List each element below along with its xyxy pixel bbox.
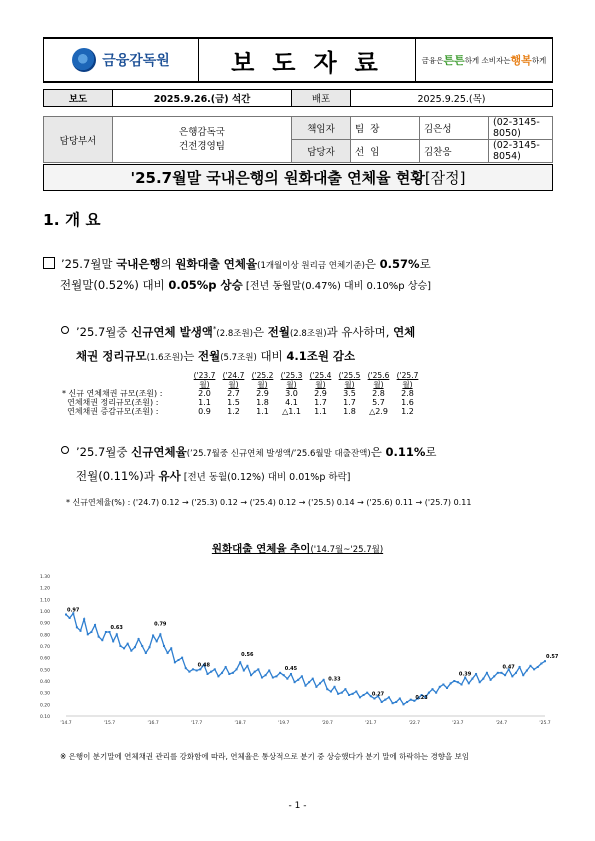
data-point <box>450 682 452 684</box>
mini-cell: △2.9 <box>369 407 388 416</box>
data-point <box>119 645 121 647</box>
text: 0.57% <box>379 257 420 271</box>
circle-bullet-icon <box>61 446 69 454</box>
data-point <box>432 688 434 690</box>
mini-cell: 2.9 <box>314 389 327 398</box>
data-label: 0.56 <box>241 651 254 658</box>
mini-cell: 5.7 <box>372 398 385 407</box>
data-point <box>152 635 154 637</box>
person-name: 김은성 <box>420 117 489 140</box>
text: 신규연체 발생액 <box>131 324 213 339</box>
data-point <box>141 645 143 647</box>
text: 대비 <box>256 348 287 363</box>
data-point <box>395 701 397 703</box>
data-point <box>471 678 473 680</box>
data-point <box>279 672 281 674</box>
mini-row-label: * 신규 연체채권 규모(조원) : <box>62 389 163 398</box>
data-point <box>526 670 528 672</box>
paragraph-2 <box>61 318 556 369</box>
data-point <box>138 638 140 640</box>
text: [전년 동월말(0.47%) 대비 0.10%p 상승] <box>242 281 432 292</box>
data-point <box>457 681 459 683</box>
data-point <box>540 663 542 665</box>
data-point <box>98 636 100 638</box>
data-point <box>261 677 263 679</box>
data-point <box>326 688 328 690</box>
data-point <box>105 631 107 633</box>
data-point <box>301 675 303 677</box>
data-point <box>275 675 277 677</box>
data-label: 0.45 <box>284 665 298 672</box>
x-tick-label: '15.7 <box>103 721 116 726</box>
data-point <box>90 631 92 633</box>
phone: (02-3145-8054) <box>489 140 553 163</box>
data-point <box>305 685 307 687</box>
chart-title <box>0 541 595 556</box>
mini-table-row <box>62 407 422 416</box>
data-label: 0.23 <box>415 695 428 701</box>
data-point <box>497 672 499 674</box>
text: 로 <box>425 445 437 459</box>
data-point <box>461 684 463 686</box>
fss-logo-icon <box>72 48 96 72</box>
data-point <box>217 675 219 677</box>
slogan-green: 튼튼 <box>443 54 465 67</box>
y-tick-label: 0.30 <box>40 691 51 697</box>
mini-cell: 1.1 <box>256 407 269 416</box>
data-point <box>435 692 437 694</box>
data-point <box>257 668 259 670</box>
data-point <box>504 674 506 676</box>
delinquency-amount-table <box>62 371 422 416</box>
text: 신규연체율 <box>131 445 187 459</box>
data-point <box>109 631 111 633</box>
slogan-part: 하게 <box>531 55 547 65</box>
text: 은 <box>253 324 268 339</box>
data-point <box>156 640 158 642</box>
data-point <box>101 639 103 641</box>
text: (1.6조원) <box>146 352 184 363</box>
paragraph-1 <box>43 255 558 296</box>
slogan-part: 금융은 <box>421 55 444 65</box>
text: 0.05%p 상승 <box>168 278 243 292</box>
data-point <box>239 661 241 663</box>
mini-cell: 1.1 <box>198 398 211 407</box>
mini-cell: 1.6 <box>401 398 414 407</box>
text: 는 <box>183 348 199 363</box>
data-point <box>167 652 169 654</box>
mini-col-header: ('24.7월) <box>222 371 245 389</box>
data-point <box>130 650 132 652</box>
text: 전월 <box>267 324 290 339</box>
text: (2.8조원) <box>216 328 253 339</box>
text: 4.1조원 감소 <box>286 348 356 363</box>
data-point <box>236 668 238 670</box>
data-point <box>486 672 488 674</box>
mini-table-corner <box>62 371 190 389</box>
data-point <box>334 686 336 688</box>
y-tick-label: 0.10 <box>40 715 51 720</box>
press-header <box>43 37 553 83</box>
data-point <box>442 684 444 686</box>
mini-row-label: 연체채권 정리규모(조원) : <box>62 398 159 407</box>
data-point <box>199 668 201 670</box>
data-point <box>522 674 524 676</box>
data-point <box>76 626 78 628</box>
y-tick-label: 0.80 <box>40 633 51 639</box>
release-info-table <box>43 89 553 107</box>
data-point <box>533 668 535 670</box>
mini-cell: 1.1 <box>314 407 327 416</box>
mini-col-header: ('25.4월) <box>309 371 332 389</box>
data-point <box>196 670 198 672</box>
mini-col-header: ('23.7월) <box>193 371 216 389</box>
data-point <box>112 640 114 642</box>
data-point <box>94 624 96 626</box>
mini-col-header: ('25.6월) <box>367 371 390 389</box>
dept-name: 건전경영팀 <box>179 140 225 152</box>
data-point <box>359 696 361 698</box>
x-tick-label: '22.7 <box>408 721 420 726</box>
data-point <box>348 694 350 696</box>
data-point <box>297 679 299 681</box>
document-title <box>43 164 553 191</box>
mini-cell: 2.0 <box>198 389 211 398</box>
mini-cell: 2.8 <box>372 389 385 398</box>
data-point <box>225 666 227 668</box>
data-point <box>482 678 484 680</box>
mini-table-row <box>62 398 422 407</box>
text: 전월 <box>198 348 221 363</box>
mini-cell: 1.5 <box>227 398 240 407</box>
data-point <box>265 674 267 676</box>
data-point <box>159 633 161 635</box>
text: 0.11% <box>385 445 426 459</box>
text: 채권 정리규모 <box>76 348 147 363</box>
text: (2.8조원) <box>289 328 327 339</box>
data-point <box>341 692 343 694</box>
doc-type: 보도자료 <box>198 39 416 81</box>
data-point <box>366 692 368 694</box>
data-point <box>475 673 477 675</box>
data-point <box>308 681 310 683</box>
data-point <box>373 698 375 700</box>
mini-cell: 1.2 <box>227 407 240 416</box>
data-point <box>170 647 172 649</box>
data-point <box>214 668 216 670</box>
data-point <box>286 678 288 680</box>
data-point <box>388 696 390 698</box>
chart-title-sub: ('14.7월~'25.7월) <box>310 545 384 555</box>
data-point <box>446 687 448 689</box>
data-point <box>250 674 252 676</box>
role-label: 책임자 <box>292 117 351 140</box>
mini-col-header: ('25.3월) <box>280 371 303 389</box>
paragraph-3 <box>61 441 556 489</box>
data-point <box>228 673 230 675</box>
mini-cell: 3.0 <box>285 389 298 398</box>
data-point <box>493 675 495 677</box>
data-point <box>439 686 441 688</box>
data-point <box>87 633 89 635</box>
data-point <box>192 668 194 670</box>
text: ’25.7월말 <box>61 257 117 271</box>
data-point <box>406 701 408 703</box>
data-point <box>69 617 71 619</box>
text: 과 유사하며, <box>326 324 394 339</box>
text: ’25.7월중 <box>76 445 132 459</box>
mini-cell: 4.1 <box>285 398 298 407</box>
data-point <box>145 652 147 654</box>
series-line <box>66 613 545 704</box>
label-report: 보도 <box>44 90 113 107</box>
text: 연체 <box>393 324 416 339</box>
mini-cell: 1.8 <box>343 407 356 416</box>
text: ’25.7월중 <box>76 324 132 339</box>
x-tick-label: '17.7 <box>191 721 203 726</box>
y-tick-label: 0.20 <box>40 703 51 709</box>
data-point <box>319 682 321 684</box>
mini-cell: △1.1 <box>282 407 301 416</box>
data-label: 0.63 <box>110 625 123 631</box>
chart-title-main: 원화대출 연체율 추이 <box>211 543 311 555</box>
data-point <box>185 667 187 669</box>
delinquency-rate-chart <box>40 568 559 730</box>
data-point <box>221 672 223 674</box>
title-tag: [잠정] <box>424 169 466 187</box>
position: 팀 장 <box>351 117 420 140</box>
mini-col-header: ('25.7월) <box>396 371 419 389</box>
mini-row-label: 연체채권 증감규모(조원) : <box>62 407 159 416</box>
mini-cell: 2.8 <box>401 389 414 398</box>
data-point <box>323 679 325 681</box>
data-point <box>268 670 270 672</box>
x-tick-label: '20.7 <box>321 721 333 726</box>
data-point <box>479 681 481 683</box>
data-point <box>428 692 430 694</box>
data-point <box>246 665 248 667</box>
data-point <box>355 691 357 693</box>
data-point <box>337 693 339 695</box>
data-point <box>181 657 183 659</box>
data-point <box>127 643 129 645</box>
slogan-part: 하게 소비자는 <box>464 55 511 65</box>
text: 전월말(0.52%) 대비 <box>60 278 169 292</box>
mini-table-row <box>62 389 422 398</box>
text: 은 <box>370 445 386 459</box>
y-tick-label: 0.40 <box>40 680 51 685</box>
data-point <box>210 671 212 673</box>
y-tick-label: 0.50 <box>40 668 51 674</box>
data-label: 0.33 <box>328 676 341 683</box>
y-tick-label: 0.90 <box>40 621 51 627</box>
data-point <box>399 698 401 700</box>
data-label: 0.48 <box>197 662 210 669</box>
data-point <box>453 680 455 682</box>
data-label: 0.27 <box>371 691 385 698</box>
circle-bullet-icon <box>61 326 69 334</box>
x-tick-label: '16.7 <box>147 721 159 726</box>
data-point <box>352 693 354 695</box>
text: 로 <box>419 257 431 271</box>
data-point <box>381 701 383 703</box>
data-point <box>490 679 492 681</box>
page-number: - 1 - <box>288 801 307 811</box>
person-name: 김찬응 <box>420 140 489 163</box>
data-point <box>283 674 285 676</box>
data-point <box>315 686 317 688</box>
chart-footnote: ※ 은행이 분기말에 연체채권 관리를 강화함에 따라, 연체율은 통상적으로 분기 중 상승했다가 분기 말에 하락하는 경향을 보임 <box>60 752 470 761</box>
data-point <box>65 614 67 616</box>
data-point <box>272 677 274 679</box>
data-point <box>529 665 531 667</box>
new-delinquency-footnote: * 신규연체율(%) : ('24.7) 0.12 → ('25.3) 0.12 → ('25.4) 0.12 → ('25.5) 0.14 → ('25.6) 0.11 → ('25.7) 0.11 <box>66 498 472 507</box>
label-dist: 배포 <box>292 90 351 107</box>
data-point <box>134 646 136 648</box>
x-tick-label: '19.7 <box>278 721 290 726</box>
mini-cell: 0.9 <box>198 407 211 416</box>
org-name: 금융감독원 <box>102 53 170 69</box>
mini-cell: 2.9 <box>256 389 269 398</box>
text: 원화대출 연체율 <box>175 257 258 271</box>
title-main: '25.7월말 국내은행의 원화대출 연체율 현황 <box>130 169 425 187</box>
data-point <box>254 671 256 673</box>
data-point <box>500 672 502 674</box>
data-point <box>294 681 296 683</box>
data-label: 0.57 <box>546 654 559 661</box>
data-point <box>148 646 150 648</box>
phone: (02-3145-8050) <box>489 117 553 140</box>
data-point <box>163 645 165 647</box>
x-tick-label: '23.7 <box>452 721 464 726</box>
dept-name: 은행감독국 <box>179 126 225 138</box>
data-label: 0.47 <box>502 664 515 671</box>
data-point <box>384 699 386 701</box>
text: 의 <box>160 257 176 271</box>
data-point <box>174 661 176 663</box>
mini-cell: 1.7 <box>314 398 327 407</box>
slogan <box>416 39 552 81</box>
data-point <box>232 672 234 674</box>
mini-col-header: ('25.5월) <box>338 371 361 389</box>
text: 전월(0.11%)과 <box>76 469 159 483</box>
data-point <box>177 659 179 661</box>
dept-names <box>113 117 292 163</box>
data-point <box>363 694 365 696</box>
data-point <box>123 647 125 649</box>
org-logo <box>44 39 199 81</box>
data-label: 0.97 <box>67 607 80 614</box>
data-label: 0.39 <box>458 671 472 678</box>
label-dept: 담당부서 <box>44 117 113 163</box>
mini-cell: 3.5 <box>343 389 356 398</box>
text: 국내은행 <box>116 257 161 271</box>
text: 유사 <box>158 469 181 483</box>
y-tick-label: 1.20 <box>40 586 51 592</box>
data-point <box>515 672 517 674</box>
x-tick-label: '24.7 <box>495 721 508 726</box>
mini-cell: 2.7 <box>227 389 240 398</box>
text: (1개월이상 원리금 연체기준) <box>257 261 365 271</box>
x-tick-label: '25.7 <box>539 721 551 726</box>
position: 선 임 <box>351 140 420 163</box>
mini-cell: 1.8 <box>256 398 269 407</box>
data-point <box>392 702 394 704</box>
section-heading: 1. 개 요 <box>43 211 101 229</box>
x-tick-label: '21.7 <box>365 721 377 726</box>
data-point <box>410 699 412 701</box>
data-point <box>207 673 209 675</box>
data-point <box>80 630 82 632</box>
data-point <box>83 618 85 620</box>
data-point <box>519 666 521 668</box>
data-point <box>344 688 346 690</box>
data-point <box>243 670 245 672</box>
text: [전년 동월(0.12%) 대비 0.01%p 하락] <box>180 472 351 483</box>
slogan-orange: 행복 <box>510 54 532 67</box>
role-label: 담당자 <box>292 140 351 163</box>
data-point <box>330 691 332 693</box>
y-tick-label: 1.30 <box>40 575 51 580</box>
text: (’25.7월중 신규연체 발생액/’25.6월말 대출잔액) <box>186 449 371 459</box>
mini-cell: 1.2 <box>401 407 414 416</box>
text: 은 <box>364 257 380 271</box>
y-tick-label: 0.60 <box>40 656 51 662</box>
data-point <box>468 682 470 684</box>
x-tick-label: '18.7 <box>234 721 246 726</box>
report-time: 2025.9.26.(금) 석간 <box>113 90 292 107</box>
footnote-mark: * <box>212 325 217 333</box>
checkbox-bullet-icon <box>43 257 55 269</box>
x-tick-label: '14.7 <box>60 721 72 726</box>
y-tick-label: 1.00 <box>40 610 51 615</box>
mini-cell: 1.7 <box>343 398 356 407</box>
data-point <box>402 703 404 705</box>
dist-date: 2025.9.25.(목) <box>351 90 553 107</box>
y-tick-label: 0.70 <box>40 645 51 650</box>
contact-table <box>43 116 553 163</box>
data-point <box>544 660 546 662</box>
data-point <box>511 675 513 677</box>
data-label: 0.79 <box>154 621 167 628</box>
text: (5.7조원) <box>220 352 257 363</box>
data-point <box>116 633 118 635</box>
data-point <box>188 671 190 673</box>
y-tick-label: 1.10 <box>40 598 51 604</box>
data-point <box>537 666 539 668</box>
mini-table-header <box>62 371 422 389</box>
data-point <box>312 678 314 680</box>
mini-col-header: ('25.2월) <box>251 371 274 389</box>
data-point <box>290 673 292 675</box>
